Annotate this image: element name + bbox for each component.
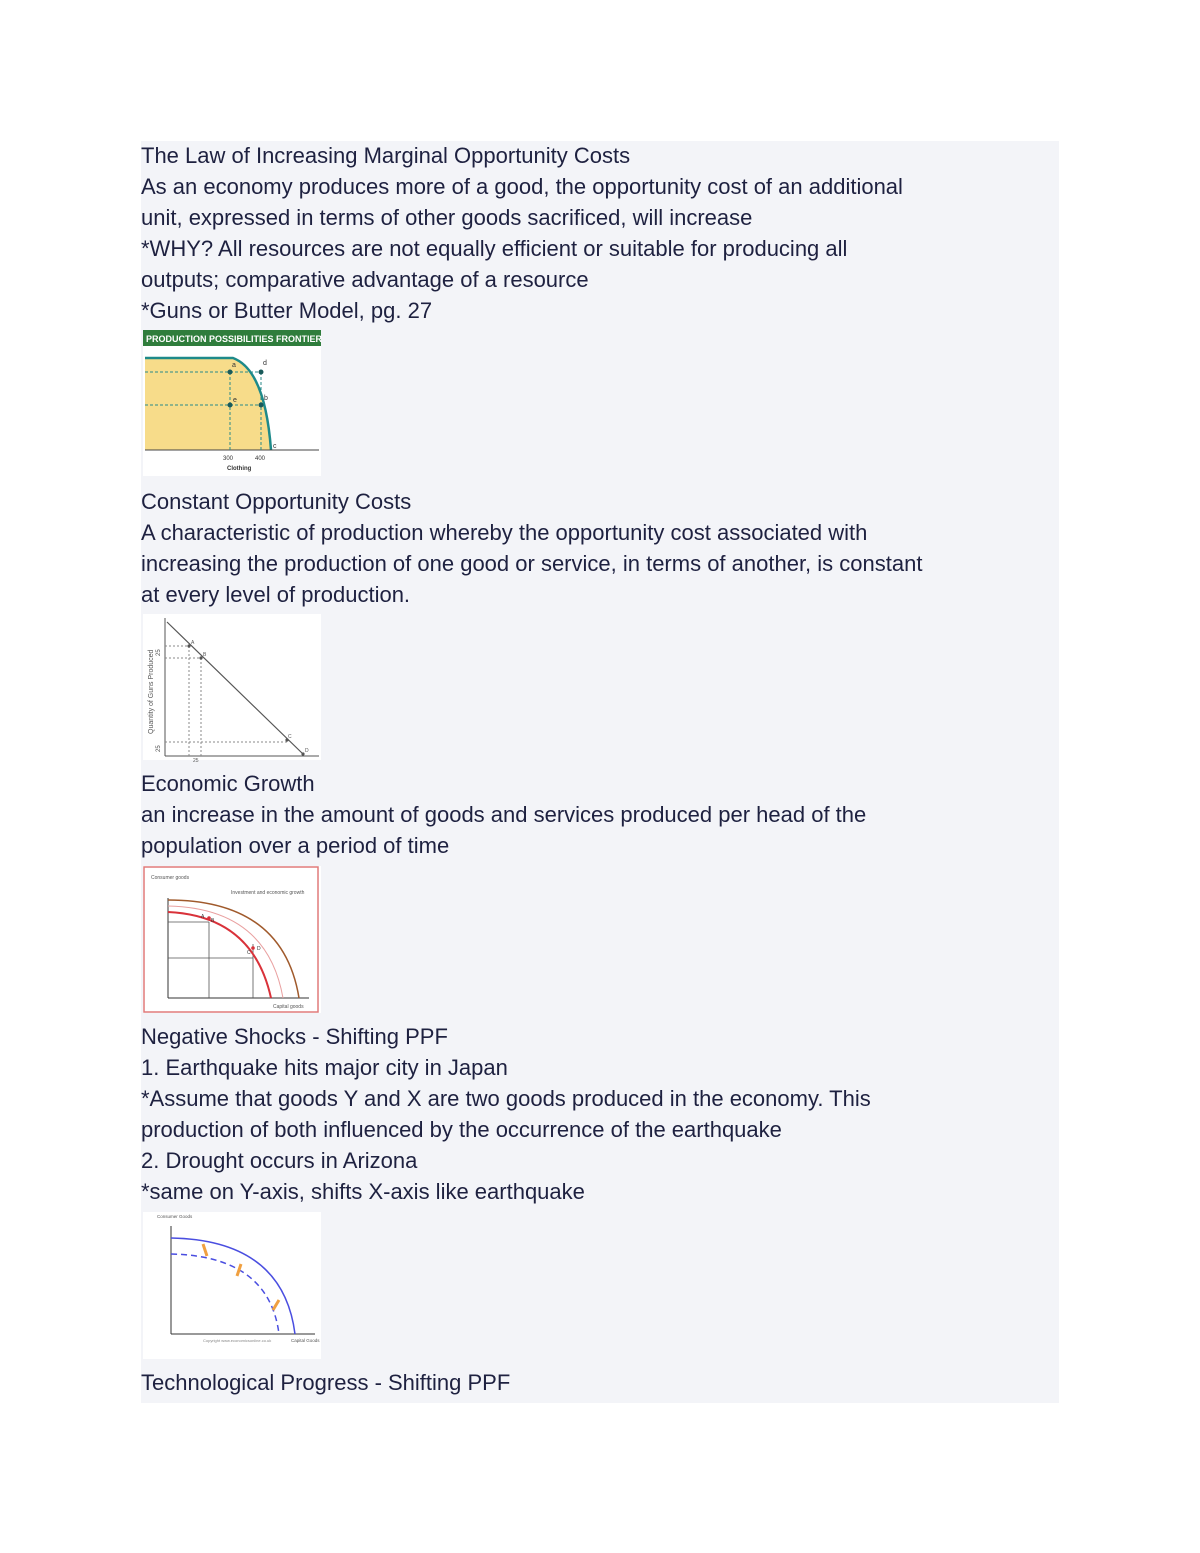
body-line: outputs; comparative advantage of a resource	[141, 267, 589, 292]
body-line: *Guns or Butter Model, pg. 27	[141, 298, 433, 323]
y-axis-label: Quantity of Guns Produced	[148, 649, 155, 734]
ppf-increasing-cost-figure	[143, 330, 321, 476]
body-line: A characteristic of production whereby the opportunity cost associated with	[141, 520, 868, 545]
point-label: c	[273, 443, 277, 450]
section-heading: The Law of Increasing Marginal Opportunity Costs	[141, 143, 631, 168]
point-a	[228, 370, 233, 375]
ppf-line	[167, 622, 303, 754]
point-label: C	[247, 950, 251, 956]
tick-label: 400	[255, 456, 266, 462]
point-label: a	[232, 362, 236, 369]
x-axis-label: Capital goods	[273, 1004, 304, 1010]
x-axis-label: Capital Goods	[291, 1338, 320, 1343]
body-line: increasing the production of one good or service, in terms of another, is constant	[141, 551, 923, 576]
body-line: *WHY? All resources are not equally efficient or suitable for producing all	[141, 236, 848, 261]
body-line: an increase in the amount of goods and services produced per head of the	[141, 802, 867, 827]
point-b	[259, 403, 264, 408]
body-line: unit, expressed in terms of other goods sacrificed, will increase	[141, 205, 753, 230]
point-label: B	[211, 918, 215, 924]
body-line: 2. Drought occurs in Arizona	[141, 1148, 418, 1173]
point-label: A	[201, 914, 205, 920]
section-heading: Constant Opportunity Costs	[141, 489, 412, 514]
shift-arrow-icon	[273, 1300, 279, 1310]
point-label: d	[263, 360, 267, 367]
figure-footer: Copyright www.economicsonline.co.uk	[203, 1338, 272, 1343]
point-label: D	[257, 946, 261, 952]
shift-arrow-icon	[203, 1244, 207, 1256]
tick-label: 300	[223, 456, 234, 462]
point-c	[251, 946, 255, 950]
point-e	[228, 403, 233, 408]
section-heading: Negative Shocks - Shifting PPF	[141, 1024, 448, 1049]
body-line: at every level of production.	[141, 582, 411, 607]
point-label: e	[233, 397, 237, 404]
figure-banner-text: PRODUCTION POSSIBILITIES FRONTIER	[146, 334, 323, 344]
tick-label: 25	[193, 758, 199, 764]
figure-caption: Investment and economic growth	[231, 890, 305, 896]
body-line: *same on Y-axis, shifts X-axis like earthquake	[141, 1179, 585, 1204]
ppf-constant-cost-figure	[143, 614, 321, 764]
economic-growth-figure	[143, 866, 321, 1013]
point-label: B	[203, 652, 207, 658]
x-axis-label: Clothing	[227, 466, 252, 472]
body-line: production of both influenced by the occurrence of the earthquake	[141, 1117, 782, 1142]
negative-shock-figure	[143, 1212, 321, 1359]
body-line: As an economy produces more of a good, the opportunity cost of an additional	[141, 174, 903, 199]
body-line: population over a period of time	[141, 833, 450, 858]
point-label: C	[288, 734, 292, 740]
body-line: 1. Earthquake hits major city in Japan	[141, 1055, 508, 1080]
point-label: b	[264, 395, 268, 402]
point-d	[259, 370, 264, 375]
shift-arrow-icon	[237, 1264, 241, 1276]
y-axis-label: Consumer Goods	[157, 1214, 193, 1219]
tick-label: 25	[156, 745, 162, 752]
point-label: D	[305, 748, 309, 754]
point-label: A	[191, 640, 195, 646]
section-heading: Economic Growth	[141, 771, 315, 796]
y-axis-label: Consumer goods	[151, 875, 190, 881]
tick-label: 25	[156, 649, 162, 656]
section-heading: Technological Progress - Shifting PPF	[141, 1370, 511, 1395]
body-line: *Assume that goods Y and X are two goods produced in the economy. This	[141, 1086, 871, 1111]
figure-border	[144, 867, 318, 1012]
